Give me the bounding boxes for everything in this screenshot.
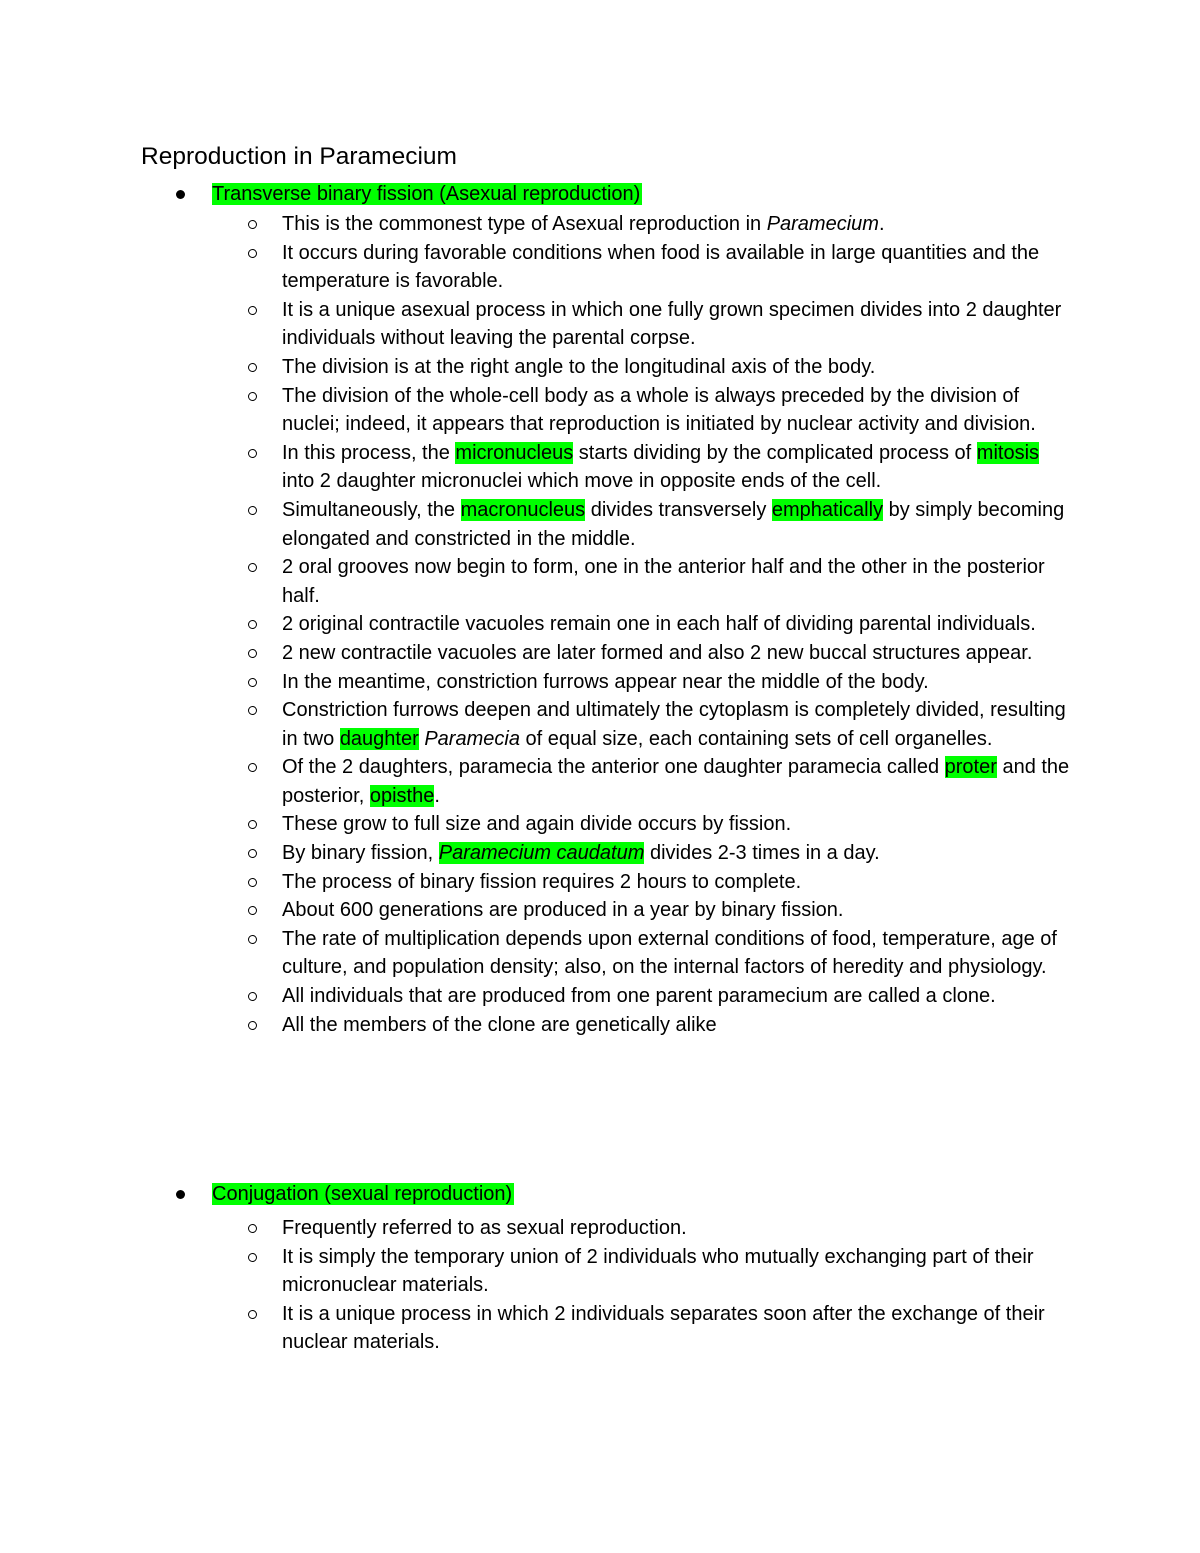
bullet-circle-icon — [248, 906, 257, 915]
bullet-circle-icon — [248, 1224, 257, 1233]
item-text: divides transversely — [585, 498, 772, 521]
list-item — [282, 810, 1072, 839]
bullet-circle-icon — [248, 620, 257, 629]
list-item — [282, 925, 1072, 982]
highlighted-term: macronucleus — [460, 498, 586, 521]
bullet-filled-icon — [176, 190, 185, 199]
bullet-circle-icon — [248, 249, 257, 258]
item-text: 2 new contractile vacuoles are later formed and also 2 new buccal structures appear. — [282, 641, 1033, 664]
list-item — [282, 439, 1072, 496]
item-text: of equal size, each containing sets of cell organelles. — [519, 727, 993, 750]
conjugation-list — [282, 1214, 1072, 1357]
list-item — [282, 696, 1072, 753]
list-item — [282, 896, 1072, 925]
section-heading-conjugation — [212, 1180, 514, 1208]
list-item — [282, 1011, 1072, 1040]
bullet-circle-icon — [248, 392, 257, 401]
bullet-circle-icon — [248, 649, 257, 658]
item-text: Simultaneously, the — [282, 498, 461, 521]
list-item — [282, 668, 1072, 697]
italic-term: Paramecium — [766, 213, 879, 235]
list-item — [282, 239, 1072, 296]
highlighted-term: daughter — [339, 727, 419, 750]
list-item — [282, 610, 1072, 639]
list-item — [282, 353, 1072, 382]
item-text: by simply becoming elongated and constricted in the middle. — [282, 498, 1065, 550]
item-text: It occurs during favorable conditions when food is available in large quantities and the temperature is favorable. — [282, 241, 1040, 293]
page-title: Reproduction in Paramecium — [141, 143, 457, 170]
item-text: These grow to full size and again divide occurs by fission. — [282, 813, 792, 836]
item-text: In this process, the — [282, 441, 456, 464]
heading-text: Transverse binary fission (Asexual reproduction) — [212, 183, 641, 205]
bullet-circle-icon — [248, 763, 257, 772]
bullet-circle-icon — [248, 1253, 257, 1262]
list-item — [282, 1300, 1072, 1357]
list-item — [282, 496, 1072, 553]
item-text: 2 oral grooves now begin to form, one in the anterior half and the other in the posterior half. — [282, 556, 1045, 607]
item-text: . — [434, 784, 440, 807]
item-text: divides 2-3 times in a day. — [644, 842, 880, 865]
bullet-circle-icon — [248, 563, 257, 572]
item-text: starts dividing by the complicated process of — [573, 441, 977, 464]
bullet-circle-icon — [248, 449, 257, 458]
list-item — [282, 868, 1072, 897]
bullet-circle-icon — [248, 306, 257, 315]
bullet-circle-icon — [248, 506, 257, 515]
highlighted-term: micronucleus — [455, 441, 574, 464]
list-item — [282, 639, 1072, 668]
item-text: All the members of the clone are genetically alike — [282, 1013, 717, 1036]
binary-fission-list — [282, 210, 1072, 1039]
bullet-circle-icon — [248, 706, 257, 715]
item-text: Constriction furrows deepen and ultimately the cytoplasm is completely divided, resulting in two — [282, 699, 1066, 750]
bullet-circle-icon — [248, 935, 257, 944]
bullet-circle-icon — [248, 849, 257, 858]
bullet-circle-icon — [248, 992, 257, 1001]
bullet-circle-icon — [248, 220, 257, 229]
list-item — [282, 296, 1072, 353]
item-text: All individuals that are produced from one parent paramecium are called a clone. — [282, 985, 996, 1008]
item-text: Of the 2 daughters, paramecia the anterior one daughter paramecia called — [282, 756, 945, 779]
italic-term: Paramecia — [424, 727, 520, 750]
item-text: It is a unique asexual process in which one fully grown specimen divides into 2 daughter individuals without leaving the parental corpse. — [282, 298, 1062, 350]
bullet-circle-icon — [248, 363, 257, 372]
bullet-circle-icon — [248, 820, 257, 829]
highlighted-term: opisthe — [369, 784, 435, 807]
heading-text: Conjugation (sexual reproduction) — [212, 1183, 513, 1205]
item-text: and the posterior, — [282, 756, 1070, 807]
bullet-filled-icon — [176, 1190, 185, 1199]
list-item — [282, 1214, 1072, 1243]
item-text: The division of the whole-cell body as a whole is always preceded by the division of nuclei; indeed, it appears that reproduction is initiated by nuclear activity and division. — [282, 384, 1036, 436]
item-text: In the meantime, constriction furrows appear near the middle of the body. — [282, 670, 929, 693]
highlighted-term: Paramecium caudatum — [438, 842, 645, 865]
section-heading-binary-fission — [212, 180, 642, 208]
item-text: It is simply the temporary union of 2 individuals who mutually exchanging part of their micronuclear materials. — [282, 1245, 1034, 1297]
list-item — [282, 839, 1072, 868]
item-text: Frequently referred to as sexual reproduction. — [282, 1217, 687, 1239]
bullet-circle-icon — [248, 878, 257, 887]
item-text: The process of binary fission requires 2 hours to complete. — [282, 870, 802, 893]
highlighted-term: proter — [944, 756, 997, 779]
highlighted-term: mitosis — [976, 441, 1040, 464]
highlighted-term: emphatically — [771, 498, 884, 521]
item-text: This is the commonest type of Asexual reproduction in — [282, 213, 767, 235]
list-item — [282, 982, 1072, 1011]
list-item — [282, 382, 1072, 439]
item-text: About 600 generations are produced in a year by binary fission. — [282, 899, 844, 922]
item-text: . — [878, 213, 885, 235]
list-item — [282, 1243, 1072, 1300]
bullet-circle-icon — [248, 1310, 257, 1319]
item-text: 2 original contractile vacuoles remain one in each half of dividing parental individuals. — [282, 613, 1036, 636]
item-text: into 2 daughter micronuclei which move in opposite ends of the cell. — [282, 470, 882, 493]
item-text: By binary fission, — [282, 842, 439, 865]
list-item — [282, 210, 1072, 239]
bullet-circle-icon — [248, 678, 257, 687]
list-item — [282, 753, 1072, 810]
bullet-circle-icon — [248, 1021, 257, 1030]
item-text: It is a unique process in which 2 individuals separates soon after the exchange of their nuclear materials. — [282, 1302, 1045, 1354]
list-item — [282, 553, 1072, 610]
item-text: The rate of multiplication depends upon external conditions of food, temperature, age of culture, and population density; also, on the internal factors of heredity and physiology. — [282, 927, 1057, 979]
item-text: The division is at the right angle to the longitudinal axis of the body. — [282, 355, 876, 378]
